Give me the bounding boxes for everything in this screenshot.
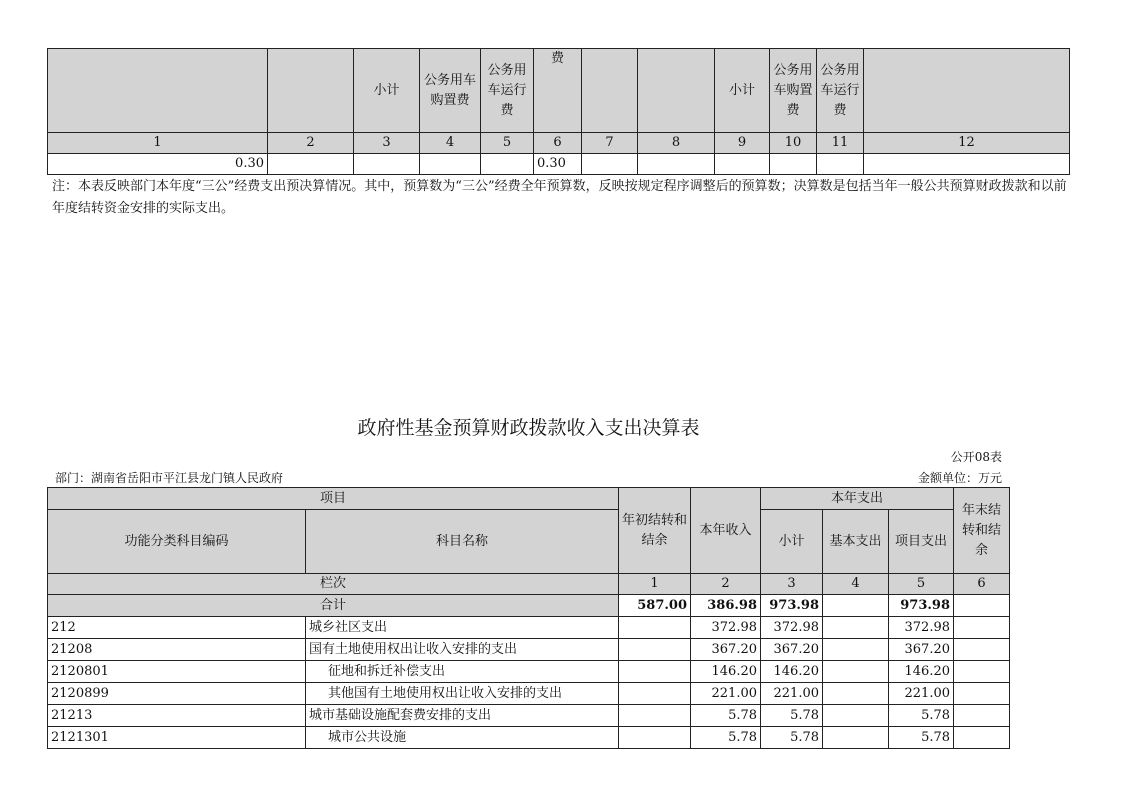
header-cell: 公务用车运行费: [817, 49, 864, 133]
row-value: [823, 727, 889, 749]
header-cell: 费: [534, 49, 582, 133]
column-number: 4: [823, 574, 889, 595]
row-value: [823, 705, 889, 727]
data-cell: 0.30: [534, 154, 582, 175]
row-name: 其他国有土地使用权出让收入安排的支出: [306, 683, 619, 705]
table-row: [48, 705, 1010, 727]
column-number: 5: [889, 574, 954, 595]
column-number: 1: [619, 574, 691, 595]
data-cell: [420, 154, 481, 175]
header-end-balance: 年末结转和结余: [954, 488, 1010, 574]
row-code: 2120899: [48, 683, 306, 705]
index-cell: 1: [48, 133, 268, 154]
data-row: [48, 154, 1070, 175]
row-value: 221.00: [889, 683, 954, 705]
header-cell: [864, 49, 1070, 133]
data-cell: [638, 154, 715, 175]
row-value: [954, 639, 1010, 661]
header-expense: 本年支出: [761, 488, 954, 510]
row-code: 212: [48, 617, 306, 639]
table-row: [48, 639, 1010, 661]
header-cell: [638, 49, 715, 133]
header-cell: 小计: [715, 49, 770, 133]
index-cell: 3: [354, 133, 420, 154]
row-value: 221.00: [691, 683, 761, 705]
row-value: 146.20: [761, 661, 823, 683]
index-cell: 4: [420, 133, 481, 154]
row-value: 5.78: [761, 705, 823, 727]
header-cell: 公务用车购置费: [770, 49, 817, 133]
header-row: [48, 49, 1070, 133]
row-value: [954, 705, 1010, 727]
row-value: 372.98: [889, 617, 954, 639]
header-cell: 小计: [354, 49, 420, 133]
header-row-2: [48, 510, 1010, 574]
header-cell: 公务用车购置费: [420, 49, 481, 133]
header-project-expense: 项目支出: [889, 510, 954, 574]
header-row-1: [48, 488, 1010, 510]
row-value: [954, 661, 1010, 683]
row-code: 2120801: [48, 661, 306, 683]
row-name: 征地和拆迁补偿支出: [306, 661, 619, 683]
header-begin-balance: 年初结转和结余: [619, 488, 691, 574]
column-number: 6: [954, 574, 1010, 595]
row-value: 367.20: [889, 639, 954, 661]
index-cell: 2: [268, 133, 354, 154]
row-name: 城乡社区支出: [306, 617, 619, 639]
form-code: 公开08表: [950, 450, 1002, 464]
row-value: 221.00: [761, 683, 823, 705]
row-value: 5.78: [691, 727, 761, 749]
row-value: 367.20: [691, 639, 761, 661]
table-row: [48, 617, 1010, 639]
total-value: 587.00: [619, 595, 691, 617]
total-value: [823, 595, 889, 617]
index-cell: 12: [864, 133, 1070, 154]
index-cell: 11: [817, 133, 864, 154]
row-value: 5.78: [761, 727, 823, 749]
total-value: 973.98: [889, 595, 954, 617]
department-label: 部门：湖南省岳阳市平江县龙门镇人民政府: [55, 471, 284, 485]
row-value: 146.20: [889, 661, 954, 683]
data-cell: [354, 154, 420, 175]
row-value: [619, 639, 691, 661]
data-cell: [864, 154, 1070, 175]
row-value: [823, 661, 889, 683]
row-value: 5.78: [691, 705, 761, 727]
row-name: 城市公共设施: [306, 727, 619, 749]
index-cell: 10: [770, 133, 817, 154]
column-number-row: [48, 574, 1010, 595]
total-row: [48, 595, 1010, 617]
row-value: [954, 617, 1010, 639]
row-value: [954, 683, 1010, 705]
row-code: 21213: [48, 705, 306, 727]
data-cell: [268, 154, 354, 175]
amount-unit-label: 金额单位：万元: [917, 471, 1002, 485]
row-value: [619, 617, 691, 639]
three-public-expense-table: [47, 48, 1070, 175]
row-value: [954, 727, 1010, 749]
column-number: 3: [761, 574, 823, 595]
row-code: 21208: [48, 639, 306, 661]
row-value: [823, 639, 889, 661]
index-cell: 6: [534, 133, 582, 154]
row-value: [619, 705, 691, 727]
header-cell: [268, 49, 354, 133]
column-label: 栏次: [48, 574, 619, 595]
header-subtotal: 小计: [761, 510, 823, 574]
fund-budget-table: [47, 487, 1010, 749]
data-cell: 0.30: [48, 154, 268, 175]
index-cell: 9: [715, 133, 770, 154]
row-value: [619, 661, 691, 683]
index-cell: 7: [582, 133, 638, 154]
row-value: 372.98: [691, 617, 761, 639]
total-label: 合计: [48, 595, 619, 617]
row-value: 367.20: [761, 639, 823, 661]
row-name: 城市基础设施配套费安排的支出: [306, 705, 619, 727]
total-value: 973.98: [761, 595, 823, 617]
header-cell: [582, 49, 638, 133]
header-basic: 基本支出: [823, 510, 889, 574]
table-row: [48, 661, 1010, 683]
data-cell: [715, 154, 770, 175]
data-cell: [582, 154, 638, 175]
index-cell: 5: [481, 133, 534, 154]
header-code: 功能分类科目编码: [48, 510, 306, 574]
row-value: [823, 617, 889, 639]
header-income: 本年收入: [691, 488, 761, 574]
header-cell: 公务用车运行费: [481, 49, 534, 133]
column-number: 2: [691, 574, 761, 595]
header-project: 项目: [48, 488, 619, 510]
row-name: 国有土地使用权出让收入安排的支出: [306, 639, 619, 661]
data-cell: [817, 154, 864, 175]
row-value: 372.98: [761, 617, 823, 639]
table-note: 注：本表反映部门本年度“三公”经费支出预决算情况。其中，预算数为“三公”经费全年预算数，反映按规定程序调整后的预算数；决算数是包括当年一般公共预算财政拨款和以前年度结转资金安排的实际支出。: [52, 179, 1067, 216]
row-value: [619, 683, 691, 705]
table-row: [48, 683, 1010, 705]
row-value: 5.78: [889, 727, 954, 749]
row-value: [619, 727, 691, 749]
row-value: 5.78: [889, 705, 954, 727]
total-value: [954, 595, 1010, 617]
row-code: 2121301: [48, 727, 306, 749]
row-value: 146.20: [691, 661, 761, 683]
index-cell: 8: [638, 133, 715, 154]
data-cell: [770, 154, 817, 175]
table-row: [48, 727, 1010, 749]
page-title: 政府性基金预算财政拨款收入支出决算表: [357, 417, 700, 439]
row-value: [823, 683, 889, 705]
header-cell: [48, 49, 268, 133]
data-cell: [481, 154, 534, 175]
index-row: [48, 133, 1070, 154]
header-name: 科目名称: [306, 510, 619, 574]
total-value: 386.98: [691, 595, 761, 617]
